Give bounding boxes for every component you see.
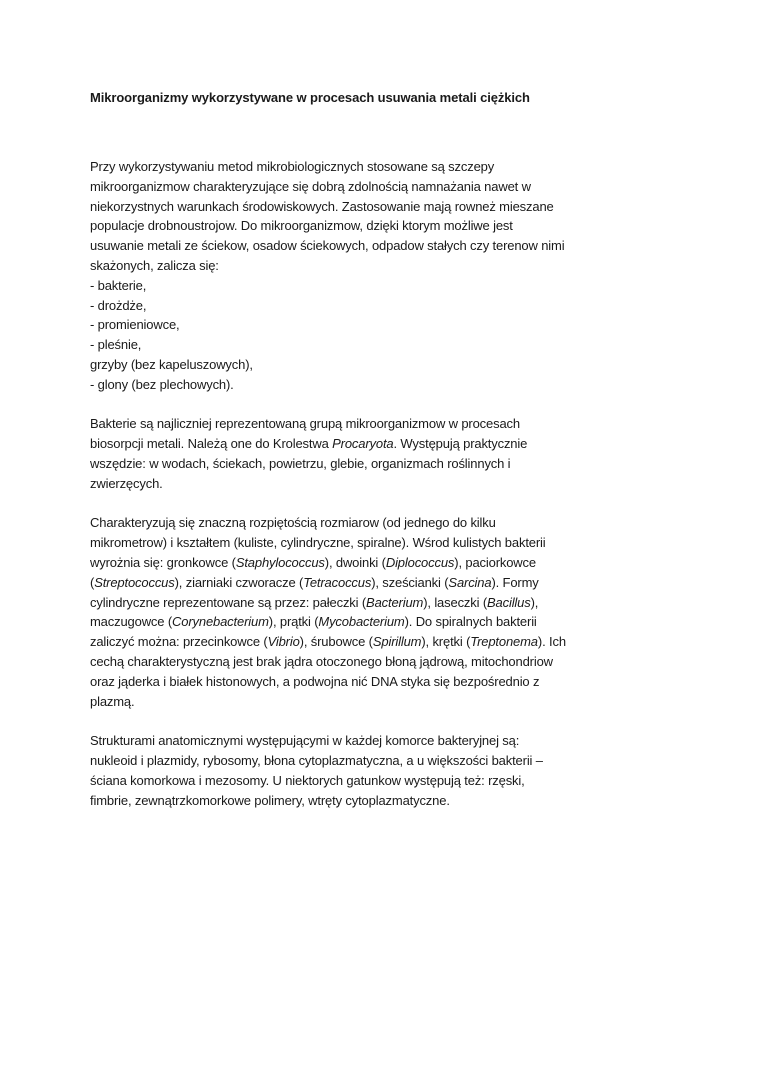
text-line: zwierzęcych.	[90, 475, 163, 491]
text-segment: ), dwoinki (	[324, 554, 386, 570]
text-line: usuwanie metali ze ściekow, osadow ściekowych, odpadow stałych czy terenow nimi	[90, 238, 565, 254]
text-line: oraz jąderka i białek histonowych, a podwojna nić DNA styka się bezpośrednio z	[90, 673, 540, 689]
list-item: - promieniowce,	[90, 317, 180, 333]
text-line: niekorzystnych warunkach środowiskowych. Zastosowanie mają rowneż mieszane	[90, 198, 554, 214]
text-segment: maczugowce (	[90, 614, 173, 630]
text-segment: ),	[530, 594, 539, 610]
document-title: Mikroorganizmy wykorzystywane w procesach usuwania metali ciężkich	[90, 90, 530, 105]
document-body	[90, 88, 590, 810]
italic-term: Vibrio	[267, 634, 300, 650]
italic-term: Bacillus	[487, 594, 531, 610]
list-item: - glony (bez plechowych).	[90, 376, 234, 392]
italic-term: Mycobacterium	[318, 614, 405, 630]
text-line: Przy wykorzystywaniu metod mikrobiologicznych stosowane są szczepy	[90, 159, 495, 174]
text-line: Bakterie są najliczniej reprezentowaną grupą mikroorganizmow w procesach	[90, 416, 520, 432]
text-segment: wyrożnia się: gronkowce (	[90, 554, 236, 570]
text-segment: ), ziarniaki czworacze (	[174, 574, 304, 590]
text-line	[90, 593, 590, 613]
list-item: - bakterie,	[90, 277, 147, 293]
text-line: Strukturami anatomicznymi występującymi w każdej komorce bakteryjnej są:	[90, 733, 520, 749]
text-segment: ), laseczki (	[423, 594, 487, 610]
text-line: mikrometrow) i kształtem (kuliste, cylindryczne, spiralne). Wśrod kulistych bakterii	[90, 535, 546, 551]
text-segment: ), prątki (	[268, 614, 319, 630]
text-line: ściana komorkowa i mezosomy. U niektorych gatunkow występują też: rzęski,	[90, 772, 525, 788]
paragraph-bacteria-shapes	[90, 513, 590, 711]
italic-term: Sarcina	[448, 574, 492, 590]
text-segment: ), śrubowce (	[299, 634, 373, 650]
italic-term: Streptococcus	[94, 574, 175, 590]
text-segment: zaliczyć można: przecinkowce (	[90, 634, 268, 650]
text-line: cechą charakterystyczną jest brak jądra otoczonego błoną jądrową, mitochondriow	[90, 653, 553, 669]
list-item: grzyby (bez kapeluszowych),	[90, 356, 253, 372]
text-line	[90, 553, 590, 573]
text-line	[90, 632, 590, 652]
text-segment: . Występują praktycznie	[393, 436, 528, 452]
text-line: mikroorganizmow charakteryzujące się dobrą zdolnością namnażania nawet w	[90, 178, 531, 194]
paragraph-intro	[90, 157, 590, 395]
text-segment: (	[90, 574, 95, 590]
italic-term: Staphylococcus	[235, 554, 325, 570]
italic-term: Bacterium	[366, 594, 424, 610]
italic-term: Procaryota	[332, 436, 394, 452]
text-segment: ), krętki (	[421, 634, 471, 650]
text-segment: ). Formy	[491, 574, 539, 590]
text-line: wszędzie: w wodach, ściekach, powietrzu, glebie, organizmach roślinnych i	[90, 455, 511, 471]
list-item: - drożdże,	[90, 297, 147, 313]
text-line	[90, 434, 590, 454]
text-line	[90, 612, 590, 632]
list-item: - pleśnie,	[90, 337, 142, 353]
text-segment: biosorpcji metali. Należą one do Krolestwa	[90, 436, 333, 452]
text-line: Charakteryzują się znaczną rozpiętością rozmiarow (od jednego do kilku	[90, 515, 496, 531]
text-segment: ), paciorkowce	[454, 554, 536, 570]
text-line: populacje drobnoustrojow. Do mikroorganizmow, dzięki ktorym możliwe jest	[90, 218, 513, 234]
text-segment: ), sześcianki (	[371, 574, 449, 590]
italic-term: Diplococcus	[385, 554, 455, 570]
italic-term: Spirillum	[372, 634, 422, 650]
paragraph-bacteria-intro	[90, 414, 590, 493]
italic-term: Tetracoccus	[303, 574, 372, 590]
paragraph-bacteria-structures	[90, 731, 590, 810]
text-line: fimbrie, zewnątrzkomorkowe polimery, wtręty cytoplazmatyczne.	[90, 792, 450, 808]
text-segment: cylindryczne reprezentowane są przez: pałeczki (	[90, 594, 367, 610]
text-line: plazmą.	[90, 693, 135, 709]
text-line: nukleoid i plazmidy, rybosomy, błona cytoplazmatyczna, a u większości bakterii –	[90, 752, 543, 768]
text-line	[90, 573, 590, 593]
text-segment: ). Ich	[537, 634, 566, 650]
italic-term: Corynebacterium	[172, 614, 269, 630]
text-line: skażonych, zalicza się:	[90, 257, 219, 273]
italic-term: Treptonema	[470, 634, 538, 650]
text-segment: ). Do spiralnych bakterii	[404, 614, 537, 630]
